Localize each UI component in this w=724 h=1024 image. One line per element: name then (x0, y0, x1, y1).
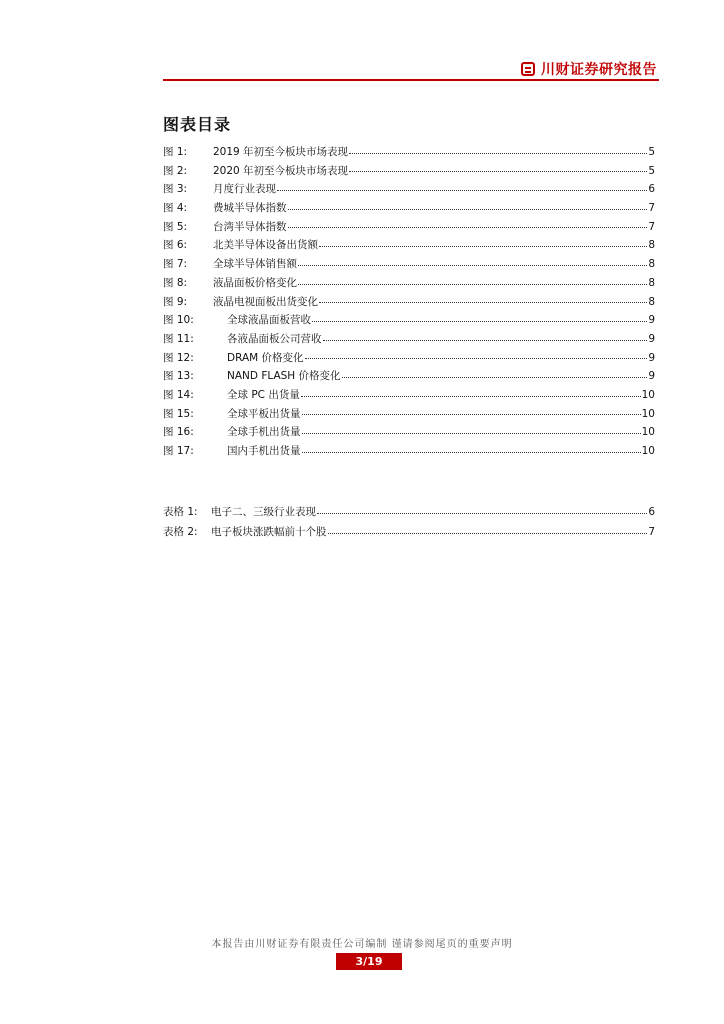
entry-page: 8 (648, 295, 655, 308)
toc-title: 图表目录 (163, 115, 232, 134)
leader-dots (288, 226, 648, 228)
entry-title: 2019 年初至今板块市场表现 (213, 146, 349, 158)
entry-title: 液晶面板价格变化 (213, 276, 297, 289)
toc-entry[interactable] (163, 423, 655, 442)
entry-label: 图 7: (163, 258, 188, 271)
entry-title: 月度行业表现 (213, 183, 276, 196)
entry-title: 北美半导体设备出货额 (213, 239, 318, 252)
entry-title: 全球手机出货量 (227, 426, 301, 439)
entry-title: 电子板块涨跌幅前十个股 (211, 526, 327, 538)
page-number-badge: 3/19 (336, 953, 402, 970)
entry-page: 10 (641, 445, 655, 457)
toc-entry[interactable] (163, 330, 655, 349)
toc-entry[interactable] (163, 293, 655, 312)
entry-page: 7 (648, 526, 655, 538)
toc-entry[interactable] (163, 162, 655, 181)
entry-label: 图 2: (163, 164, 188, 177)
chuancai-logo-icon (521, 62, 535, 76)
entry-page: 6 (648, 506, 655, 518)
toc-entry[interactable] (163, 274, 655, 293)
toc-entry[interactable] (163, 386, 655, 405)
leader-dots (288, 208, 648, 210)
entry-label: 图 8: (163, 276, 188, 289)
entry-title: 液晶电视面板出货变化 (213, 295, 318, 308)
entry-title: 台湾半导体指数 (213, 220, 287, 233)
header-rule (163, 79, 659, 81)
toc-entry[interactable] (163, 349, 655, 368)
entry-title: NAND FLASH 价格变化 (227, 370, 341, 383)
entry-page: 5 (648, 146, 655, 158)
leader-dots (319, 245, 647, 247)
entry-page: 8 (648, 276, 655, 289)
entry-title: 电子二、三级行业表现 (211, 506, 316, 518)
table-list (163, 502, 655, 542)
toc-entry[interactable] (163, 199, 655, 218)
leader-dots (277, 189, 647, 191)
leader-dots (342, 376, 648, 378)
entry-title: 全球平板出货量 (227, 407, 301, 420)
entry-label: 图 17: (163, 445, 194, 457)
toc-entry[interactable] (163, 502, 655, 522)
entry-label: 图 12: (163, 351, 194, 364)
toc-entry[interactable] (163, 255, 655, 274)
footer-disclaimer: 本报告由川财证券有限责任公司编制 谨请参阅尾页的重要声明 (211, 939, 513, 950)
leader-dots (302, 413, 641, 415)
entry-label: 图 5: (163, 220, 188, 233)
figure-list (163, 143, 655, 461)
brand (521, 59, 657, 79)
entry-label: 图 10: (163, 314, 194, 327)
page-header (163, 55, 659, 81)
leader-dots (319, 301, 647, 303)
entry-title: 费城半导体指数 (213, 202, 287, 215)
leader-dots (312, 320, 647, 322)
entry-page: 7 (648, 202, 655, 215)
entry-page: 8 (648, 258, 655, 271)
toc-entry[interactable] (163, 522, 655, 542)
entry-label: 表格 2: (163, 526, 198, 538)
brand-name: 川财证券研究报告 (541, 62, 657, 78)
entry-label: 图 15: (163, 407, 194, 420)
entry-page: 9 (648, 351, 655, 364)
entry-label: 图 11: (163, 332, 194, 345)
toc-entry[interactable] (163, 311, 655, 330)
leader-dots (349, 152, 647, 154)
entry-title: 各液晶面板公司营收 (227, 332, 322, 345)
entry-page: 9 (648, 370, 655, 383)
leader-dots (305, 357, 648, 359)
entry-page: 5 (648, 164, 655, 177)
entry-title: 全球液晶面板营收 (227, 314, 311, 327)
toc-entry[interactable] (163, 180, 655, 199)
entry-title: 全球 PC 出货量 (227, 388, 300, 401)
leader-dots (317, 512, 647, 514)
entry-page: 8 (648, 239, 655, 252)
entry-label: 表格 1: (163, 506, 198, 518)
toc-entry[interactable] (163, 442, 655, 461)
toc-entry[interactable] (163, 367, 655, 386)
entry-label: 图 1: (163, 146, 188, 158)
entry-label: 图 4: (163, 202, 188, 215)
leader-dots (302, 451, 641, 453)
entry-page: 6 (648, 183, 655, 196)
entry-page: 9 (648, 332, 655, 345)
leader-dots (302, 432, 641, 434)
entry-label: 图 3: (163, 183, 188, 196)
entry-page: 10 (641, 426, 655, 439)
leader-dots (298, 264, 647, 266)
entry-page: 10 (641, 407, 655, 420)
entry-page: 9 (648, 314, 655, 327)
toc-entry[interactable] (163, 143, 655, 162)
leader-dots (298, 283, 647, 285)
leader-dots (349, 170, 647, 172)
entry-label: 图 13: (163, 370, 194, 383)
entry-title: 全球半导体销售额 (213, 258, 297, 271)
entry-label: 图 14: (163, 388, 194, 401)
entry-page: 7 (648, 220, 655, 233)
entry-label: 图 9: (163, 295, 188, 308)
toc-entry[interactable] (163, 405, 655, 424)
entry-page: 10 (641, 388, 655, 401)
entry-title: 2020 年初至今板块市场表现 (213, 164, 349, 177)
toc-entry[interactable] (163, 218, 655, 237)
leader-dots (301, 395, 641, 397)
entry-label: 图 16: (163, 426, 194, 439)
leader-dots (328, 532, 648, 534)
entry-title: DRAM 价格变化 (227, 351, 304, 364)
leader-dots (323, 339, 648, 341)
entry-label: 图 6: (163, 239, 188, 252)
entry-title: 国内手机出货量 (227, 445, 301, 457)
toc-entry[interactable] (163, 236, 655, 255)
